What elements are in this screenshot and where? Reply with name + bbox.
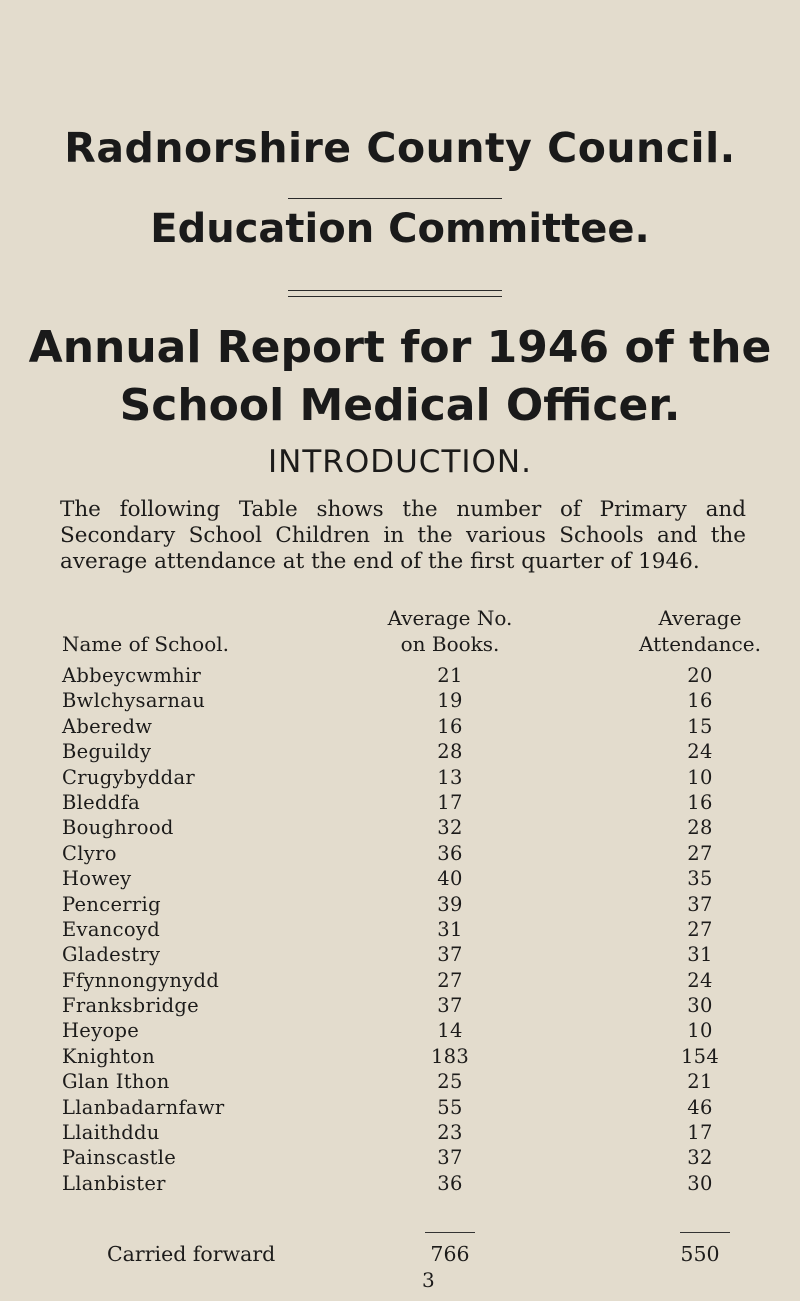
attendance-count: 21 (687, 1070, 713, 1094)
attendance-count: 24 (687, 740, 713, 764)
attendance-count: 30 (687, 1171, 713, 1195)
school-name: Evancoyd (62, 917, 160, 941)
carried-forward-label: Carried forward (107, 1242, 276, 1266)
column-header-name: Name of School. (62, 632, 230, 656)
attendance-count: 35 (687, 867, 713, 891)
books-count: 25 (437, 1070, 463, 1094)
books-count: 13 (437, 765, 463, 789)
table-row (0, 942, 800, 967)
table-row (0, 739, 800, 764)
attendance-count: 46 (687, 1095, 713, 1119)
attendance-count: 10 (687, 765, 713, 789)
attendance-count: 10 (687, 1019, 713, 1043)
school-name: Beguildy (62, 740, 152, 764)
school-name: Abbeycwmhir (62, 664, 202, 687)
attendance-count: 27 (687, 841, 713, 865)
school-name: Painscastle (62, 1146, 177, 1170)
books-count: 183 (430, 1044, 470, 1068)
table-row (0, 917, 800, 942)
introduction-heading: INTRODUCTION. (268, 444, 532, 480)
school-name: Llanbadarnfawr (62, 1095, 225, 1119)
books-count: 21 (437, 664, 463, 687)
attendance-count: 37 (687, 892, 713, 916)
books-count: 19 (437, 689, 463, 713)
table-row (0, 1044, 800, 1069)
attendance-count: 31 (687, 943, 713, 967)
table-row (0, 1145, 800, 1170)
table-row (0, 866, 800, 891)
column-header-attendance-line1: Average (658, 606, 742, 630)
table-row (0, 765, 800, 790)
school-name: Llanbister (62, 1171, 166, 1195)
committee-title: Education Committee. (150, 206, 650, 252)
school-name: Llaithddu (62, 1121, 160, 1145)
divider-rule (288, 296, 502, 297)
table-row (0, 1069, 800, 1094)
books-count: 40 (437, 867, 463, 891)
school-name: Bwlchysarnau (62, 689, 206, 713)
attendance-count: 15 (687, 714, 713, 738)
books-count: 16 (437, 714, 463, 738)
report-title-line2: School Medical Officer. (119, 380, 681, 431)
carried-forward-books: 766 (430, 1242, 470, 1266)
introduction-paragraph: The following Table shows the number of Primary and Secondary School Children in the various Schools and the average attendance at the end of the first quarter of 1946. (60, 497, 746, 574)
table-row (0, 1120, 800, 1145)
table-row (0, 968, 800, 993)
attendance-count: 16 (687, 689, 713, 713)
books-count: 37 (437, 943, 463, 967)
school-name: Ffynnongynydd (62, 968, 220, 992)
table-row (0, 1018, 800, 1043)
school-name: Crugybyddar (62, 765, 196, 789)
column-header-books-line2: on Books. (400, 632, 500, 656)
column-header-books-line1: Average No. (387, 606, 513, 630)
books-count: 37 (437, 994, 463, 1018)
attendance-count: 32 (687, 1146, 713, 1170)
carried-forward-attendance: 550 (680, 1242, 720, 1266)
school-name: Heyope (62, 1019, 140, 1043)
attendance-count: 17 (687, 1121, 713, 1145)
page-number: 3 (422, 1268, 435, 1292)
table-row (0, 841, 800, 866)
books-count: 23 (437, 1121, 463, 1145)
books-count: 39 (437, 892, 463, 916)
books-count: 55 (437, 1095, 463, 1119)
books-count: 36 (437, 1171, 463, 1195)
school-name: Pencerrig (62, 892, 161, 916)
attendance-count: 30 (687, 994, 713, 1018)
attendance-count: 20 (687, 664, 713, 687)
table-row (0, 993, 800, 1018)
total-rule-attendance (680, 1232, 730, 1233)
total-rule-books (425, 1232, 475, 1233)
divider-rule (288, 290, 502, 291)
column-header-attendance-line2: Attendance. (639, 632, 761, 656)
books-count: 14 (437, 1019, 463, 1043)
books-count: 27 (437, 968, 463, 992)
school-name: Franksbridge (62, 994, 200, 1018)
table-row (0, 892, 800, 917)
books-count: 28 (437, 740, 463, 764)
attendance-count: 16 (687, 790, 713, 814)
council-title: Radnorshire County Council. (64, 124, 736, 172)
books-count: 32 (437, 816, 463, 840)
divider-rule (288, 198, 502, 199)
books-count: 36 (437, 841, 463, 865)
table-row (0, 815, 800, 840)
attendance-count: 28 (687, 816, 713, 840)
table-row (0, 1095, 800, 1120)
school-name: Howey (62, 867, 132, 891)
schools-table-body (0, 663, 800, 1196)
table-row (0, 688, 800, 713)
table-row (0, 1171, 800, 1196)
report-title-line1: Annual Report for 1946 of the (28, 322, 772, 373)
school-name: Clyro (62, 841, 117, 865)
table-row (0, 663, 800, 688)
books-count: 37 (437, 1146, 463, 1170)
school-name: Knighton (62, 1044, 155, 1068)
attendance-count: 24 (687, 968, 713, 992)
school-name: Glan Ithon (62, 1070, 170, 1094)
school-name: Bleddfa (62, 790, 141, 814)
school-name: Gladestry (62, 943, 161, 967)
school-name: Aberedw (62, 714, 153, 738)
school-name: Boughrood (62, 816, 174, 840)
table-row (0, 714, 800, 739)
table-row (0, 790, 800, 815)
attendance-count: 27 (687, 917, 713, 941)
attendance-count: 154 (680, 1044, 720, 1068)
books-count: 31 (437, 917, 463, 941)
books-count: 17 (437, 790, 463, 814)
